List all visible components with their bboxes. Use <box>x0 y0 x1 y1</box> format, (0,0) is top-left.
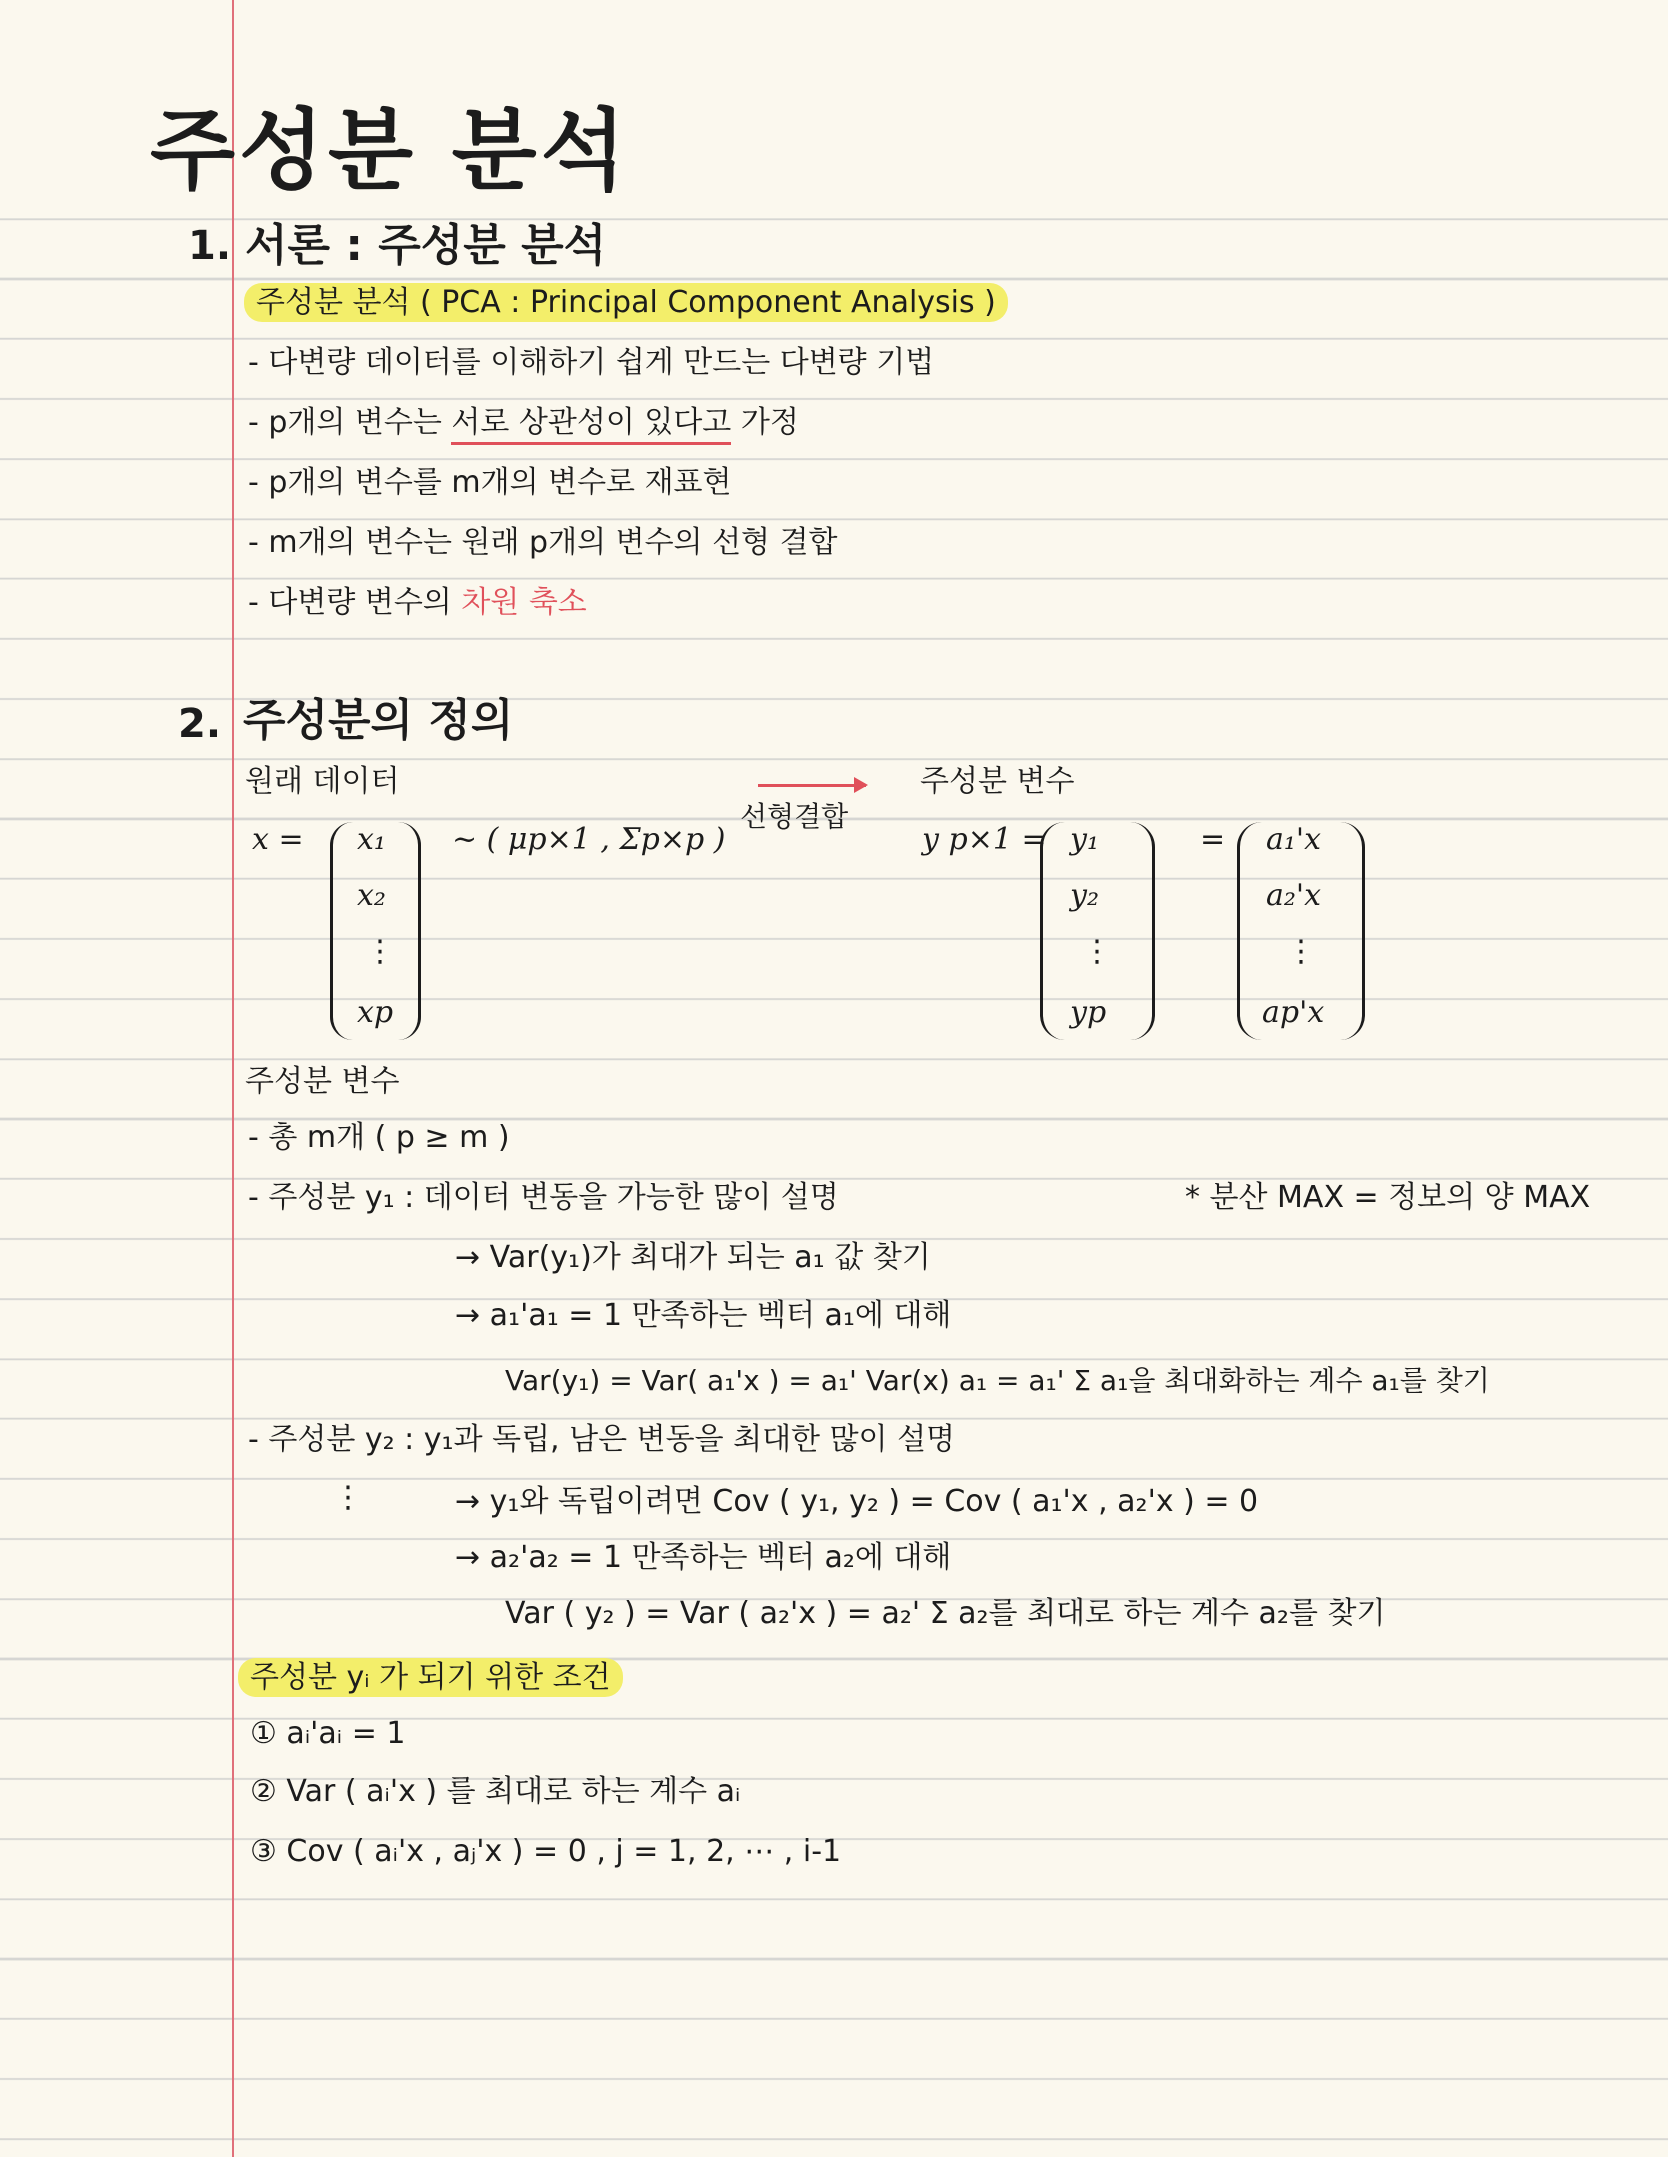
margin-line <box>232 0 234 2157</box>
section-1-highlight: 주성분 분석 ( PCA : Principal Component Analysis ) <box>244 285 1008 321</box>
pc1-step-b: → a₁'a₁ = 1 만족하는 벡터 a₁에 대해 <box>455 1298 952 1333</box>
bullet-2: - p개의 변수는 서로 상관성이 있다고 가정 <box>248 405 799 441</box>
pc-var-label-top: 주성분 변수 <box>920 764 1075 799</box>
linear-combination-arrow <box>758 784 866 787</box>
condition-item: ② Var ( aᵢ'x ) 를 최대로 하는 계수 aᵢ <box>250 1774 741 1809</box>
a-vector-entry: ⋮ <box>1286 934 1316 969</box>
y-vector-left-paren <box>1040 822 1065 1040</box>
distribution: ~ ( μp×1 , Σp×p ) <box>452 822 726 857</box>
pc1-description: - 주성분 y₁ : 데이터 변동을 가능한 많이 설명 <box>248 1180 839 1215</box>
x-vector-left-paren <box>330 822 353 1040</box>
x-vector-entry: x₁ <box>357 822 386 857</box>
pc2-step-a: → y₁와 독립이려면 Cov ( y₁, y₂ ) = Cov ( a₁'x , a₂'x ) = 0 <box>455 1484 1259 1519</box>
condition-highlight: 주성분 yᵢ 가 되기 위한 조건 <box>238 1660 623 1696</box>
bullet-4: - m개의 변수는 원래 p개의 변수의 선형 결합 <box>248 525 838 560</box>
total-count: - 총 m개 ( p ≥ m ) <box>248 1120 510 1155</box>
bullet-3: - p개의 변수를 m개의 변수로 재표현 <box>248 465 732 500</box>
y-equals: y p×1 = <box>922 822 1047 857</box>
a-vector-entry: a₂'x <box>1266 878 1322 913</box>
variance-note: * 분산 MAX = 정보의 양 MAX <box>1185 1180 1591 1215</box>
a-vector-right-paren <box>1340 822 1365 1040</box>
x-vector-entry: ⋮ <box>365 934 395 969</box>
a-vector-left-paren <box>1237 822 1262 1040</box>
y-vector-entry: yp <box>1070 995 1107 1030</box>
section-2-number: 2. <box>178 701 222 747</box>
y-vector-entry: ⋮ <box>1082 934 1112 969</box>
y-vector-right-paren <box>1130 822 1155 1040</box>
second-equals: = <box>1200 822 1226 857</box>
section-1-heading: 서론 : 주성분 분석 <box>245 220 607 271</box>
a-vector-entry: a₁'x <box>1266 822 1322 857</box>
condition-item: ③ Cov ( aᵢ'x , aⱼ'x ) = 0 , j = 1, 2, ⋯ , i-1 <box>250 1834 842 1869</box>
orig-data-label: 원래 데이터 <box>245 764 400 799</box>
bullet-5: - 다변량 변수의 차원 축소 <box>248 585 587 620</box>
pc2-step-c: Var ( y₂ ) = Var ( a₂'x ) = a₂' Σ a₂를 최대로 하는 계수 a₂를 찾기 <box>505 1596 1386 1631</box>
x-equals: x = <box>252 822 304 857</box>
condition-item: ① aᵢ'aᵢ = 1 <box>250 1716 406 1751</box>
bullet-2-underlined: 서로 상관성이 있다고 <box>451 405 731 445</box>
pc1-step-c: Var(y₁) = Var( a₁'x ) = a₁' Var(x) a₁ = a₁' Σ a₁을 최대화하는 계수 a₁를 찾기 <box>505 1364 1490 1397</box>
bullet-1: - 다변량 데이터를 이해하기 쉽게 만드는 다변량 기법 <box>248 345 935 380</box>
pc2-description: - 주성분 y₂ : y₁과 독립, 남은 변동을 최대한 많이 설명 <box>248 1422 956 1457</box>
section-2-heading: 주성분의 정의 <box>243 695 514 746</box>
section-1-number: 1. <box>188 223 232 269</box>
y-vector-entry: y₂ <box>1070 878 1099 913</box>
pc2-step-b: → a₂'a₂ = 1 만족하는 벡터 a₂에 대해 <box>455 1540 952 1575</box>
pc-var-label: 주성분 변수 <box>245 1064 400 1099</box>
x-vector-right-paren <box>398 822 421 1040</box>
pc1-step-a: → Var(y₁)가 최대가 되는 a₁ 값 찾기 <box>455 1240 931 1275</box>
bullet-5-red: 차원 축소 <box>461 585 587 620</box>
arrow-label: 선형결합 <box>740 800 849 833</box>
x-vector-entry: xp <box>357 995 394 1030</box>
page-title: 주성분 분석 <box>150 99 630 202</box>
a-vector-entry: ap'x <box>1262 995 1325 1030</box>
x-vector-entry: x₂ <box>357 878 386 913</box>
continuation-dots: ⋮ <box>333 1480 363 1515</box>
y-vector-entry: y₁ <box>1070 822 1099 857</box>
